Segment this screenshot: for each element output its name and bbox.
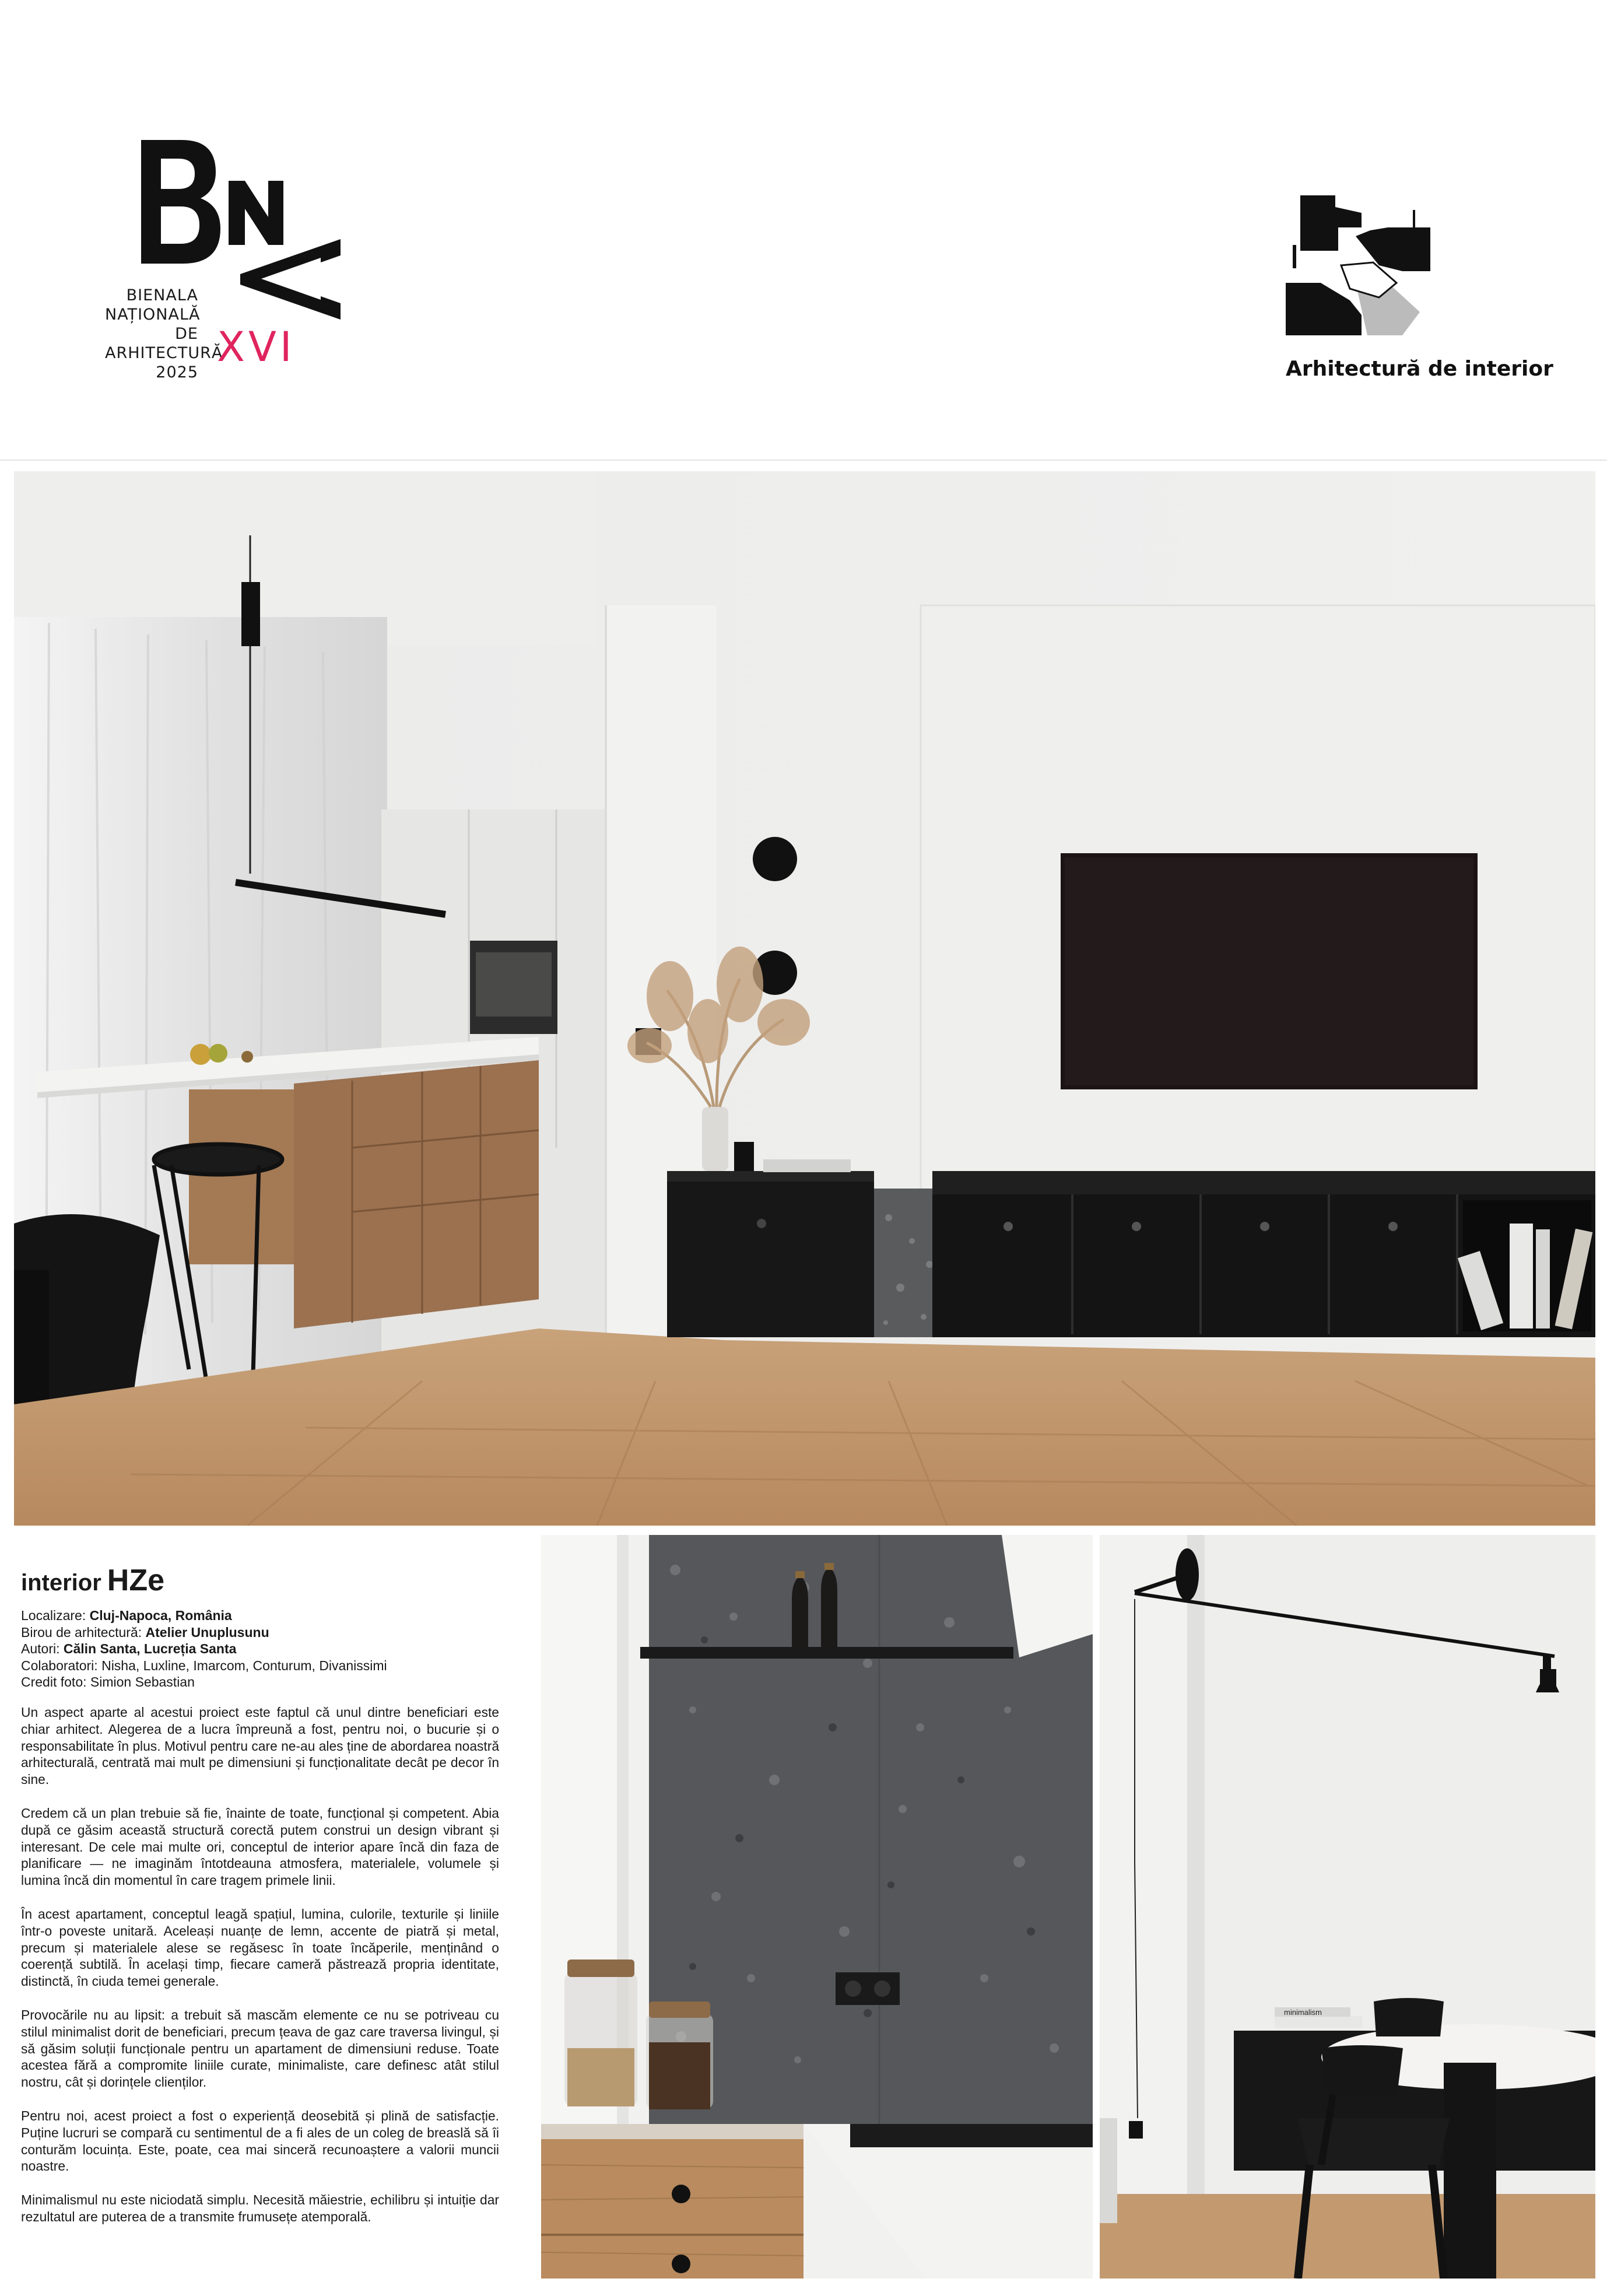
project-title	[21, 1563, 164, 1598]
paragraph: Credem că un plan trebuie să fie, înainte de toate, funcțional și competent. Abia după ce găsim această structură corectă putem construi un design vibrant și interesant. De cele mai multe ori, conceptul de interior apare încă din faza de planificare — ne imaginăm întotdeauna atmosfera, materialele, volumele și lumina încă din momentul în care tragem primele linii.	[21, 1805, 499, 1888]
paragraph: Minimalismul nu este niciodată simplu. Necesită măiestrie, echilibru și intuiție dar rezultatul are puterea de a transmite frumusețe atemporală.	[21, 2192, 499, 2224]
credit-office: Birou de arhitectură: Atelier Unuplusunu	[21, 1624, 269, 1640]
project-title-name: HZe	[107, 1564, 165, 1597]
project-credits	[21, 1607, 517, 1691]
credit-authors: Autori: Călin Santa, Lucreția Santa	[21, 1641, 237, 1656]
section-label: Arhitectură de interior	[1286, 357, 1553, 381]
shelf-book-title: minimalism	[1284, 2008, 1322, 2017]
paragraph: În acest apartament, conceptul leagă spațiul, lumina, culorile, texturile și liniile într-o poveste unitară. Aceleași nuanțe de lemn, accente de piatră și metal, precum și materialele alese se regăsesc în toate încăperile, menținând o coerență subtilă. În același timp, fiecare cameră păstrează propria identitate, distinctă, în ciuda temei generale.	[21, 1906, 499, 1989]
edition-number: XVI	[217, 323, 296, 371]
project-description	[21, 1704, 499, 2242]
main-photo-living-kitchen	[14, 471, 1595, 1526]
credit-photo: Credit foto: Simion Sebastian	[21, 1674, 195, 1689]
biennale-name: BIENALA NAȚIONALĂ DE ARHITECTURĂ 2025	[105, 286, 223, 381]
paragraph: Un aspect aparte al acestui proiect este faptul că unul dintre beneficiari este chiar arhitect. Alegerea de a lucra împreună a fost, pentru noi, o bucurie și o responsabilitate în plus. Motivul pentru care ne-au ales ține de abordarea noastră arhitecturală, centrată mai mult pe dimensiuni și funcționalitate decât pe decor în sine.	[21, 1705, 499, 1787]
dining-lamp-photo	[1100, 1535, 1595, 2279]
credit-collaborators: Colaboratori: Nisha, Luxline, Imarcom, Conturum, Divanissimi	[21, 1657, 387, 1673]
interior-architecture-logo	[1286, 195, 1437, 341]
kitchen-detail-photo	[541, 1535, 1093, 2279]
paragraph: Pentru noi, acest proiect a fost o experiență deosebită și plină de satisfacție. Puține lucruri se compară cu sentimentul de a fi ales de un coleg de breaslă să îi conturăm locuința. Este, poate, cea mai sinceră recunoaștere a valorii muncii noastre.	[21, 2108, 499, 2174]
header-divider	[0, 460, 1607, 461]
paragraph: Provocările nu au lipsit: a trebuit să mascăm elemente ce nu se potriveau cu stilul minimalist dorit de beneficiari, precum țeava de gaz care traversa livingul, și să găsim soluții funcționale pentru un apartament de dimensiuni reduse. Toate acestea fără a compromite liniile curate, minimaliste, care definesc atât stilul nostru, cât și dorințele clienților.	[21, 2007, 499, 2090]
credit-location: Localizare: Cluj-Napoca, România	[21, 1608, 232, 1623]
project-title-prefix: interior	[21, 1570, 101, 1596]
